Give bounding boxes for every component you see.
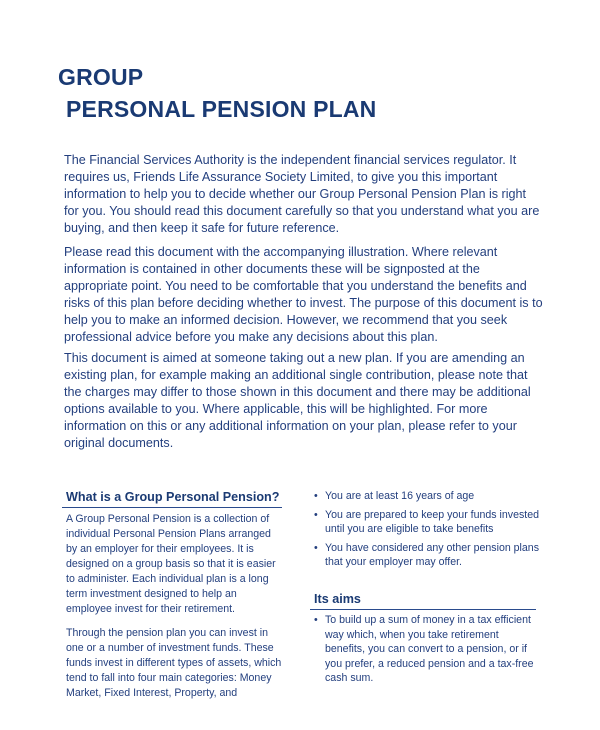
- intro-paragraph-3-text: This document is aimed at someone taking out a new plan. If you are amending an existing plan, for example making an additional single contribution, please note that the charges may differ to those shown in this document and there may be additional options available to you. Where applicable, this will be highlighted. For more information on this or any additional information on your plan, please refer to your original documents.: [64, 351, 531, 450]
- aims-heading-rule: [310, 609, 536, 610]
- intro-paragraph-2-text: Please read this document with the accompanying illustration. Where relevant information is contained in other documents these will be signposted at the appropriate point. You need to be comfortable that you understand the benefits and risks of this plan before deciding whether to invest. The purpose of this document is to help you to make an informed decision. However, we recommend that you seek professional advice before you make any decisions about this plan.: [64, 245, 543, 344]
- intro-paragraph-1-text: The Financial Services Authority is the independent financial services regulator. It requires us, Friends Life Assurance Society Limited, to give you this important information to help you to decide whether our Group Personal Pension Plan is right for you. You should read this document carefully so that you understand what you are buying, and then keep it safe for future reference.: [64, 153, 540, 235]
- bullet-icon: •: [314, 490, 318, 502]
- what-is-paragraph-1: A Group Personal Pension is a collection of individual Personal Pension Plans arranged by an employer for their employees. It is designed on a group basis so that it is easier to administer. Each individual plan is a long term investment designed to help an employee invest for their retirement.: [66, 513, 276, 615]
- intro-paragraph-3: [64, 350, 544, 452]
- intro-paragraph-2: [64, 244, 544, 346]
- list-item: [314, 613, 536, 686]
- title-line-2: PERSONAL PENSION PLAN: [66, 96, 377, 122]
- what-is-heading: What is a Group Personal Pension?: [66, 490, 280, 504]
- list-item-text: You have considered any other pension plans that your employer may offer.: [325, 541, 539, 568]
- suitability-list: [314, 489, 542, 574]
- list-item: [314, 541, 542, 570]
- what-is-heading-rule: [62, 507, 282, 508]
- bullet-icon: •: [314, 614, 318, 626]
- list-item-text: To build up a sum of money in a tax efficient way which, when you take retirement benefits, you can convert to a pension, or if you prefer, a reduced pension and a tax-free cash sum.: [325, 614, 534, 684]
- list-item-text: You are prepared to keep your funds invested until you are eligible to take benefits: [325, 508, 539, 535]
- bullet-icon: •: [314, 508, 318, 521]
- list-item: [314, 508, 542, 537]
- list-item: [314, 489, 542, 504]
- list-item-text: You are at least 16 years of age: [325, 490, 475, 502]
- what-is-body: [66, 512, 284, 701]
- title-line-1: GROUP: [58, 64, 144, 90]
- aims-list: [314, 613, 536, 690]
- aims-heading: Its aims: [314, 592, 361, 606]
- intro-paragraph-1: [64, 152, 544, 237]
- what-is-paragraph-2: Through the pension plan you can invest in one or a number of investment funds. These funds invest in different types of assets, which tend to fall into four main categories: Money Market, Fixed Interest, Property, and: [66, 627, 282, 699]
- bullet-icon: •: [314, 541, 318, 554]
